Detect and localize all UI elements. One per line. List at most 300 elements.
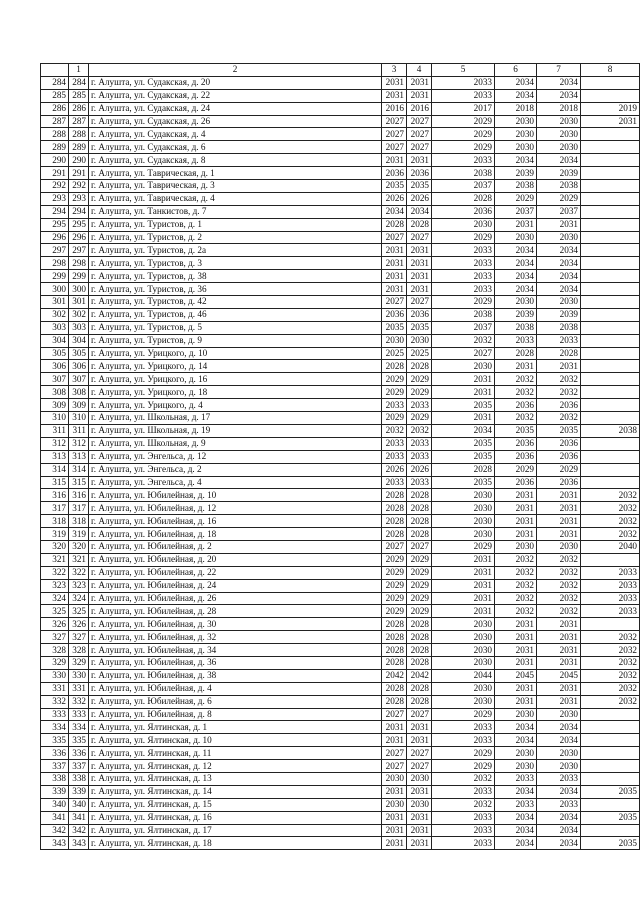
year-col5-cell: 2027	[432, 347, 495, 360]
address-cell: г. Алушта, ул. Энгельса, д. 4	[89, 476, 382, 489]
year-col6-cell: 2031	[495, 631, 537, 644]
year-col8-cell: 2033	[581, 579, 640, 592]
year-col6-cell: 2034	[495, 76, 537, 89]
year-col5-cell: 2030	[432, 618, 495, 631]
row-index-cell: 323	[41, 579, 69, 592]
year-col8-cell	[581, 89, 640, 102]
item-number-cell: 287	[69, 115, 89, 128]
item-number-cell: 333	[69, 708, 89, 721]
year-col6-cell: 2033	[495, 772, 537, 785]
year-col6-cell: 2045	[495, 669, 537, 682]
address-cell: г. Алушта, ул. Ялтинская, д. 16	[89, 811, 382, 824]
table-row	[41, 244, 640, 257]
year-col3-cell: 2027	[382, 141, 407, 154]
item-number-cell: 302	[69, 308, 89, 321]
year-col8-cell: 2032	[581, 669, 640, 682]
table-row	[41, 154, 640, 167]
row-index-cell: 285	[41, 89, 69, 102]
year-col5-cell: 2029	[432, 760, 495, 773]
table-row	[41, 399, 640, 412]
year-col7-cell: 2031	[537, 502, 581, 515]
year-col7-cell: 2030	[537, 747, 581, 760]
address-cell: г. Алушта, ул. Юбилейная, д. 12	[89, 502, 382, 515]
year-col5-cell: 2030	[432, 502, 495, 515]
year-col7-cell: 2032	[537, 386, 581, 399]
year-col8-cell: 2019	[581, 102, 640, 115]
table-row	[41, 747, 640, 760]
address-cell: г. Алушта, ул. Туристов, д. 3	[89, 257, 382, 270]
item-number-cell: 290	[69, 154, 89, 167]
item-number-cell: 317	[69, 502, 89, 515]
year-col6-cell: 2030	[495, 760, 537, 773]
year-col8-cell	[581, 373, 640, 386]
year-col8-cell: 2038	[581, 424, 640, 437]
year-col5-cell: 2030	[432, 695, 495, 708]
row-index-cell: 301	[41, 296, 69, 309]
item-number-cell: 321	[69, 553, 89, 566]
table-row	[41, 128, 640, 141]
table-row	[41, 231, 640, 244]
year-col5-cell: 2033	[432, 734, 495, 747]
year-col6-cell: 2031	[495, 682, 537, 695]
year-col5-cell: 2031	[432, 579, 495, 592]
year-col5-cell: 2035	[432, 437, 495, 450]
year-col6-cell: 2030	[495, 128, 537, 141]
table-row	[41, 412, 640, 425]
year-col5-cell: 2030	[432, 528, 495, 541]
year-col8-cell	[581, 618, 640, 631]
table-row	[41, 192, 640, 205]
year-col7-cell: 2034	[537, 270, 581, 283]
year-col5-cell: 2028	[432, 192, 495, 205]
table-row	[41, 785, 640, 798]
year-col4-cell: 2027	[407, 141, 432, 154]
year-col8-cell: 2032	[581, 631, 640, 644]
row-index-cell: 328	[41, 644, 69, 657]
address-cell: г. Алушта, ул. Юбилейная, д. 26	[89, 592, 382, 605]
year-col3-cell: 2031	[382, 837, 407, 850]
year-col7-cell: 2034	[537, 721, 581, 734]
year-col8-cell	[581, 76, 640, 89]
year-col6-cell: 2031	[495, 489, 537, 502]
table-row	[41, 437, 640, 450]
row-index-cell: 293	[41, 192, 69, 205]
address-cell: г. Алушта, ул. Юбилейная, д. 38	[89, 669, 382, 682]
address-cell: г. Алушта, ул. Юбилейная, д. 36	[89, 656, 382, 669]
address-cell: г. Алушта, ул. Судакская, д. 6	[89, 141, 382, 154]
year-col8-cell: 2040	[581, 540, 640, 553]
item-number-cell: 288	[69, 128, 89, 141]
year-col4-cell: 2030	[407, 798, 432, 811]
year-col7-cell: 2039	[537, 308, 581, 321]
year-col6-cell: 2030	[495, 747, 537, 760]
header-cell: 1	[69, 64, 89, 77]
address-cell: г. Алушта, ул. Судакская, д. 22	[89, 89, 382, 102]
address-cell: г. Алушта, ул. Юбилейная, д. 32	[89, 631, 382, 644]
year-col6-cell: 2030	[495, 540, 537, 553]
item-number-cell: 286	[69, 102, 89, 115]
year-col4-cell: 2025	[407, 347, 432, 360]
item-number-cell: 296	[69, 231, 89, 244]
year-col5-cell: 2029	[432, 540, 495, 553]
year-col4-cell: 2016	[407, 102, 432, 115]
address-cell: г. Алушта, ул. Судакская, д. 4	[89, 128, 382, 141]
year-col6-cell: 2030	[495, 141, 537, 154]
year-col3-cell: 2029	[382, 386, 407, 399]
table-row	[41, 360, 640, 373]
item-number-cell: 320	[69, 540, 89, 553]
year-col8-cell: 2032	[581, 489, 640, 502]
row-index-cell: 295	[41, 218, 69, 231]
year-col5-cell: 2029	[432, 747, 495, 760]
year-col5-cell: 2033	[432, 721, 495, 734]
year-col4-cell: 2030	[407, 772, 432, 785]
year-col3-cell: 2028	[382, 656, 407, 669]
year-col6-cell: 2033	[495, 798, 537, 811]
year-col8-cell	[581, 308, 640, 321]
year-col7-cell: 2032	[537, 566, 581, 579]
year-col7-cell: 2030	[537, 115, 581, 128]
row-index-cell: 320	[41, 540, 69, 553]
row-index-cell: 315	[41, 476, 69, 489]
year-col7-cell: 2037	[537, 205, 581, 218]
year-col3-cell: 2035	[382, 180, 407, 193]
address-cell: г. Алушта, ул. Юбилейная, д. 2	[89, 540, 382, 553]
item-number-cell: 327	[69, 631, 89, 644]
table-row	[41, 373, 640, 386]
year-col6-cell: 2034	[495, 244, 537, 257]
year-col4-cell: 2033	[407, 476, 432, 489]
year-col6-cell: 2032	[495, 579, 537, 592]
year-col5-cell: 2031	[432, 605, 495, 618]
address-cell: г. Алушта, ул. Юбилейная, д. 16	[89, 515, 382, 528]
row-index-cell: 343	[41, 837, 69, 850]
year-col6-cell: 2039	[495, 308, 537, 321]
year-col4-cell: 2029	[407, 605, 432, 618]
address-cell: г. Алушта, ул. Юбилейная, д. 20	[89, 553, 382, 566]
year-col3-cell: 2026	[382, 192, 407, 205]
row-index-cell: 337	[41, 760, 69, 773]
year-col5-cell: 2032	[432, 798, 495, 811]
year-col7-cell: 2039	[537, 167, 581, 180]
year-col4-cell: 2029	[407, 592, 432, 605]
year-col8-cell	[581, 283, 640, 296]
year-col3-cell: 2028	[382, 360, 407, 373]
table-row	[41, 218, 640, 231]
address-cell: г. Алушта, ул. Школьная, д. 9	[89, 437, 382, 450]
year-col5-cell: 2033	[432, 837, 495, 850]
year-col3-cell: 2033	[382, 437, 407, 450]
year-col4-cell: 2031	[407, 824, 432, 837]
year-col7-cell: 2034	[537, 734, 581, 747]
year-col4-cell: 2028	[407, 644, 432, 657]
year-col3-cell: 2042	[382, 669, 407, 682]
address-cell: г. Алушта, ул. Ялтинская, д. 18	[89, 837, 382, 850]
address-cell: г. Алушта, ул. Судакская, д. 24	[89, 102, 382, 115]
year-col5-cell: 2017	[432, 102, 495, 115]
year-col7-cell: 2031	[537, 489, 581, 502]
table-row	[41, 540, 640, 553]
year-col8-cell: 2032	[581, 656, 640, 669]
year-col8-cell: 2033	[581, 566, 640, 579]
year-col8-cell	[581, 347, 640, 360]
item-number-cell: 307	[69, 373, 89, 386]
year-col7-cell: 2036	[537, 399, 581, 412]
year-col4-cell: 2031	[407, 89, 432, 102]
year-col7-cell: 2035	[537, 424, 581, 437]
table-row	[41, 682, 640, 695]
year-col6-cell: 2038	[495, 321, 537, 334]
address-schedule-table	[40, 63, 640, 850]
year-col3-cell: 2027	[382, 296, 407, 309]
year-col4-cell: 2028	[407, 618, 432, 631]
row-index-cell: 303	[41, 321, 69, 334]
year-col5-cell: 2037	[432, 180, 495, 193]
year-col7-cell: 2030	[537, 128, 581, 141]
address-cell: г. Алушта, ул. Туристов, д. 2а	[89, 244, 382, 257]
item-number-cell: 318	[69, 515, 89, 528]
year-col3-cell: 2031	[382, 824, 407, 837]
year-col7-cell: 2031	[537, 644, 581, 657]
year-col4-cell: 2035	[407, 180, 432, 193]
year-col5-cell: 2033	[432, 257, 495, 270]
year-col5-cell: 2032	[432, 772, 495, 785]
year-col5-cell: 2033	[432, 154, 495, 167]
year-col3-cell: 2031	[382, 270, 407, 283]
year-col4-cell: 2036	[407, 167, 432, 180]
year-col5-cell: 2033	[432, 283, 495, 296]
item-number-cell: 303	[69, 321, 89, 334]
year-col7-cell: 2038	[537, 321, 581, 334]
year-col5-cell: 2031	[432, 553, 495, 566]
year-col4-cell: 2033	[407, 450, 432, 463]
year-col6-cell: 2030	[495, 115, 537, 128]
year-col3-cell: 2030	[382, 798, 407, 811]
year-col3-cell: 2031	[382, 257, 407, 270]
year-col8-cell	[581, 218, 640, 231]
year-col7-cell: 2031	[537, 528, 581, 541]
year-col5-cell: 2030	[432, 515, 495, 528]
year-col3-cell: 2029	[382, 566, 407, 579]
year-col8-cell	[581, 747, 640, 760]
year-col3-cell: 2036	[382, 167, 407, 180]
table-row	[41, 424, 640, 437]
year-col7-cell: 2030	[537, 540, 581, 553]
year-col6-cell: 2034	[495, 283, 537, 296]
year-col7-cell: 2031	[537, 656, 581, 669]
address-cell: г. Алушта, ул. Туристов, д. 1	[89, 218, 382, 231]
table-row	[41, 296, 640, 309]
address-cell: г. Алушта, ул. Юбилейная, д. 4	[89, 682, 382, 695]
row-index-cell: 324	[41, 592, 69, 605]
table-row	[41, 798, 640, 811]
year-col7-cell: 2030	[537, 141, 581, 154]
table-row	[41, 837, 640, 850]
address-cell: г. Алушта, ул. Судакская, д. 8	[89, 154, 382, 167]
address-cell: г. Алушта, ул. Урицкого, д. 10	[89, 347, 382, 360]
year-col6-cell: 2037	[495, 205, 537, 218]
year-col8-cell	[581, 798, 640, 811]
year-col5-cell: 2028	[432, 463, 495, 476]
table-row	[41, 102, 640, 115]
year-col6-cell: 2039	[495, 167, 537, 180]
table-row	[41, 721, 640, 734]
year-col4-cell: 2031	[407, 76, 432, 89]
row-index-cell: 321	[41, 553, 69, 566]
year-col3-cell: 2029	[382, 605, 407, 618]
year-col8-cell	[581, 334, 640, 347]
table-row	[41, 644, 640, 657]
address-cell: г. Алушта, ул. Туристов, д. 38	[89, 270, 382, 283]
year-col4-cell: 2031	[407, 721, 432, 734]
row-index-cell: 311	[41, 424, 69, 437]
year-col6-cell: 2034	[495, 734, 537, 747]
year-col4-cell: 2028	[407, 528, 432, 541]
year-col8-cell	[581, 824, 640, 837]
item-number-cell: 312	[69, 437, 89, 450]
row-index-cell: 322	[41, 566, 69, 579]
year-col3-cell: 2028	[382, 218, 407, 231]
year-col7-cell: 2034	[537, 283, 581, 296]
year-col4-cell: 2028	[407, 360, 432, 373]
year-col5-cell: 2033	[432, 785, 495, 798]
year-col7-cell: 2031	[537, 618, 581, 631]
item-number-cell: 284	[69, 76, 89, 89]
row-index-cell: 292	[41, 180, 69, 193]
table-row	[41, 270, 640, 283]
table-row	[41, 772, 640, 785]
item-number-cell: 336	[69, 747, 89, 760]
row-index-cell: 318	[41, 515, 69, 528]
year-col7-cell: 2032	[537, 412, 581, 425]
table-row	[41, 167, 640, 180]
year-col7-cell: 2034	[537, 785, 581, 798]
row-index-cell: 305	[41, 347, 69, 360]
year-col6-cell: 2032	[495, 412, 537, 425]
year-col7-cell: 2034	[537, 837, 581, 850]
year-col7-cell: 2032	[537, 605, 581, 618]
year-col6-cell: 2036	[495, 450, 537, 463]
row-index-cell: 297	[41, 244, 69, 257]
table-row	[41, 321, 640, 334]
year-col3-cell: 2028	[382, 695, 407, 708]
year-col8-cell: 2035	[581, 785, 640, 798]
year-col8-cell: 2035	[581, 811, 640, 824]
year-col8-cell	[581, 412, 640, 425]
item-number-cell: 316	[69, 489, 89, 502]
row-index-cell: 333	[41, 708, 69, 721]
year-col8-cell: 2032	[581, 502, 640, 515]
address-cell: г. Алушта, ул. Ялтинская, д. 14	[89, 785, 382, 798]
year-col8-cell: 2032	[581, 515, 640, 528]
year-col5-cell: 2038	[432, 308, 495, 321]
address-cell: г. Алушта, ул. Ялтинская, д. 15	[89, 798, 382, 811]
year-col5-cell: 2030	[432, 682, 495, 695]
year-col6-cell: 2030	[495, 296, 537, 309]
year-col3-cell: 2029	[382, 579, 407, 592]
item-number-cell: 339	[69, 785, 89, 798]
table-row	[41, 386, 640, 399]
year-col4-cell: 2027	[407, 540, 432, 553]
table-row	[41, 695, 640, 708]
row-index-cell: 341	[41, 811, 69, 824]
year-col4-cell: 2031	[407, 257, 432, 270]
year-col5-cell: 2029	[432, 296, 495, 309]
year-col7-cell: 2030	[537, 708, 581, 721]
item-number-cell: 285	[69, 89, 89, 102]
year-col3-cell: 2031	[382, 734, 407, 747]
year-col5-cell: 2030	[432, 360, 495, 373]
year-col4-cell: 2034	[407, 205, 432, 218]
year-col5-cell: 2031	[432, 373, 495, 386]
year-col8-cell	[581, 476, 640, 489]
year-col6-cell: 2031	[495, 502, 537, 515]
row-index-cell: 339	[41, 785, 69, 798]
year-col5-cell: 2031	[432, 412, 495, 425]
year-col4-cell: 2026	[407, 463, 432, 476]
year-col6-cell: 2034	[495, 154, 537, 167]
address-cell: г. Алушта, ул. Ялтинская, д. 13	[89, 772, 382, 785]
row-index-cell: 312	[41, 437, 69, 450]
row-index-cell: 326	[41, 618, 69, 631]
year-col8-cell: 2035	[581, 837, 640, 850]
year-col5-cell: 2037	[432, 321, 495, 334]
year-col5-cell: 2031	[432, 592, 495, 605]
year-col4-cell: 2029	[407, 412, 432, 425]
item-number-cell: 337	[69, 760, 89, 773]
row-index-cell: 291	[41, 167, 69, 180]
address-cell: г. Алушта, ул. Юбилейная, д. 34	[89, 644, 382, 657]
year-col3-cell: 2035	[382, 321, 407, 334]
year-col3-cell: 2028	[382, 528, 407, 541]
year-col8-cell	[581, 205, 640, 218]
year-col6-cell: 2032	[495, 553, 537, 566]
year-col3-cell: 2036	[382, 308, 407, 321]
year-col3-cell: 2031	[382, 785, 407, 798]
table-body	[41, 64, 640, 850]
row-index-cell: 316	[41, 489, 69, 502]
year-col6-cell: 2034	[495, 811, 537, 824]
year-col6-cell: 2034	[495, 257, 537, 270]
header-cell: 4	[407, 64, 432, 77]
row-index-cell: 300	[41, 283, 69, 296]
table-row	[41, 579, 640, 592]
year-col6-cell: 2036	[495, 437, 537, 450]
item-number-cell: 304	[69, 334, 89, 347]
table-row	[41, 811, 640, 824]
year-col4-cell: 2035	[407, 321, 432, 334]
table-row	[41, 618, 640, 631]
year-col8-cell: 2033	[581, 592, 640, 605]
item-number-cell: 328	[69, 644, 89, 657]
row-index-cell: 313	[41, 450, 69, 463]
row-index-cell: 338	[41, 772, 69, 785]
table-row	[41, 141, 640, 154]
row-index-cell: 290	[41, 154, 69, 167]
year-col3-cell: 2027	[382, 708, 407, 721]
year-col6-cell: 2033	[495, 334, 537, 347]
item-number-cell: 341	[69, 811, 89, 824]
year-col4-cell: 2031	[407, 811, 432, 824]
address-cell: г. Алушта, ул. Энгельса, д. 12	[89, 450, 382, 463]
year-col3-cell: 2031	[382, 811, 407, 824]
year-col5-cell: 2033	[432, 244, 495, 257]
table-row	[41, 489, 640, 502]
item-number-cell: 310	[69, 412, 89, 425]
year-col5-cell: 2030	[432, 218, 495, 231]
item-number-cell: 314	[69, 463, 89, 476]
row-index-cell: 334	[41, 721, 69, 734]
